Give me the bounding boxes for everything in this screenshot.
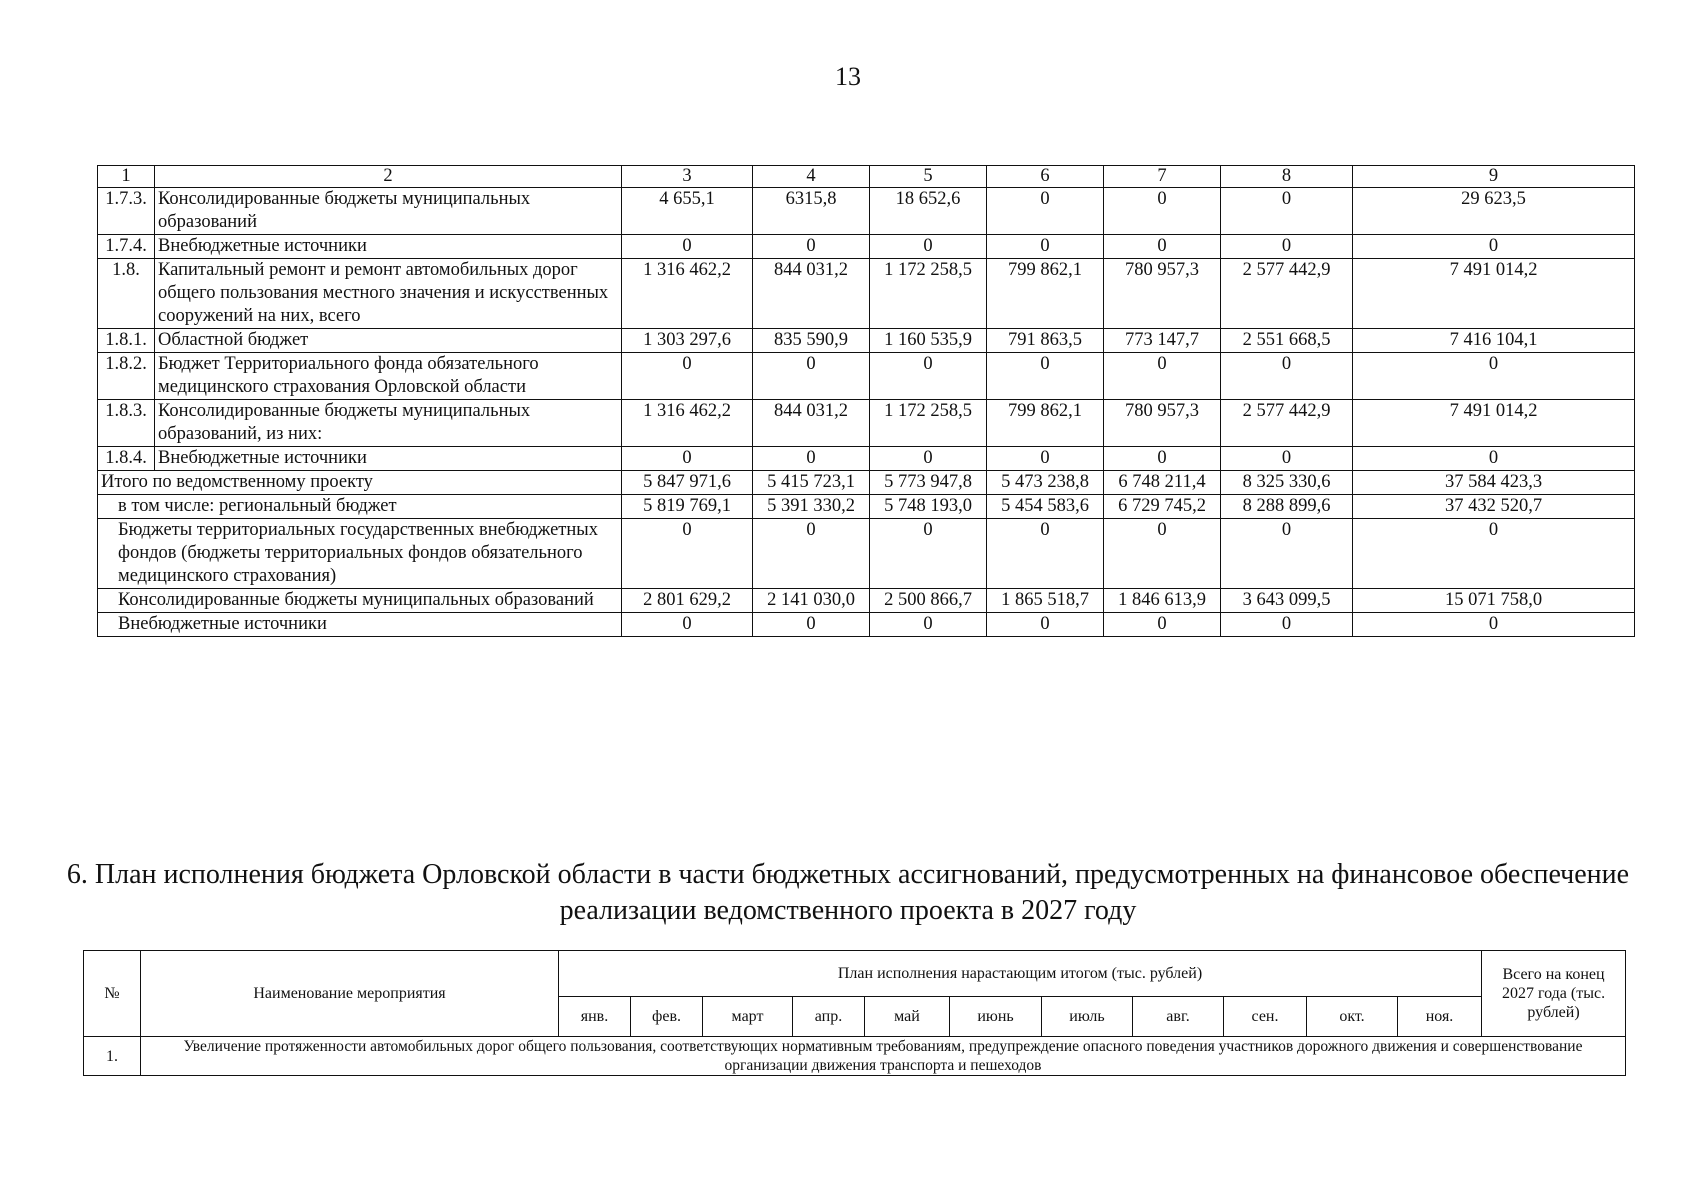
plan-row-num: 1. [84,1037,141,1076]
total-value: 5 847 971,6 [622,471,753,495]
total-name: Итого по ведомственному проекту [98,471,622,495]
row-value: 0 [753,353,870,400]
sub-row-value: 0 [622,519,753,589]
row-value: 1 172 258,5 [870,400,987,447]
row-code: 1.7.4. [98,235,155,259]
sub-row-value: 3 643 099,5 [1221,589,1353,613]
sub-row-value: 5 391 330,2 [753,495,870,519]
row-value: 7 491 014,2 [1353,259,1635,329]
section-title: 6. План исполнения бюджета Орловской области в части бюджетных ассигнований, предусмотренных на финансовое обеспечение реализации ведомственного проекта в 2027 году [66,859,1630,926]
plan-table [83,950,1626,1076]
table-row [98,353,1635,400]
month-header: март [703,997,793,1037]
row-value: 0 [753,235,870,259]
sub-row-value: 0 [1104,519,1221,589]
sub-row-value: 1 846 613,9 [1104,589,1221,613]
row-value: 1 172 258,5 [870,259,987,329]
row-value: 0 [870,353,987,400]
row-value: 791 863,5 [987,329,1104,353]
table-row [98,329,1635,353]
sub-row-value: 0 [753,519,870,589]
month-header: окт. [1307,997,1398,1037]
row-value: 0 [1221,235,1353,259]
row-value: 844 031,2 [753,400,870,447]
col-plan-header: План исполнения нарастающим итогом (тыс. рублей) [559,951,1482,997]
sub-row-value: 0 [987,519,1104,589]
row-value: 7 491 014,2 [1353,400,1635,447]
row-value: 2 577 442,9 [1221,259,1353,329]
sub-row [98,519,1635,589]
sub-row-value: 15 071 758,0 [1353,589,1635,613]
row-value: 0 [622,447,753,471]
row-value: 835 590,9 [753,329,870,353]
row-value: 7 416 104,1 [1353,329,1635,353]
row-value: 844 031,2 [753,259,870,329]
sub-row-name: в том числе: региональный бюджет [98,495,622,519]
row-code: 1.7.3. [98,188,155,235]
col-total-header: Всего на конец 2027 года (тыс. рублей) [1482,951,1626,1037]
row-code: 1.8.4. [98,447,155,471]
plan-row-text: Увеличение протяженности автомобильных дорог общего пользования, соответствующих нормативным требованиям, предупреждение опасного поведения участников дорожного движения и совершенствование организации движения транспорта и пешеходов [141,1037,1626,1076]
row-value: 0 [1221,353,1353,400]
row-value: 1 316 462,2 [622,259,753,329]
sub-row [98,495,1635,519]
table-row [98,447,1635,471]
row-value: 780 957,3 [1104,400,1221,447]
row-value: 773 147,7 [1104,329,1221,353]
sub-row-value: 8 288 899,6 [1221,495,1353,519]
row-value: 0 [1104,447,1221,471]
sub-row-value: 5 748 193,0 [870,495,987,519]
total-row [98,471,1635,495]
sub-row-value: 37 432 520,7 [1353,495,1635,519]
sub-row-value: 6 729 745,2 [1104,495,1221,519]
sub-row-value: 0 [870,613,987,637]
column-number: 2 [155,166,622,188]
table-row [98,259,1635,329]
total-value: 5 773 947,8 [870,471,987,495]
plan-row [84,1037,1626,1076]
table-row [98,235,1635,259]
month-header: янв. [559,997,631,1037]
row-name: Областной бюджет [155,329,622,353]
row-value: 0 [1353,353,1635,400]
month-header: апр. [793,997,865,1037]
page-number: 13 [835,62,861,91]
month-header: авг. [1133,997,1224,1037]
column-number: 3 [622,166,753,188]
row-code: 1.8.2. [98,353,155,400]
row-value: 0 [1221,188,1353,235]
row-value: 1 303 297,6 [622,329,753,353]
row-value: 799 862,1 [987,400,1104,447]
row-code: 1.8.3. [98,400,155,447]
column-number: 6 [987,166,1104,188]
col-name-header: Наименование мероприятия [141,951,559,1037]
column-number: 4 [753,166,870,188]
row-value: 0 [987,235,1104,259]
sub-row-value: 0 [753,613,870,637]
row-value: 0 [870,447,987,471]
row-value: 1 316 462,2 [622,400,753,447]
row-value: 780 957,3 [1104,259,1221,329]
row-value: 29 623,5 [1353,188,1635,235]
sub-row-value: 2 141 030,0 [753,589,870,613]
row-value: 0 [622,353,753,400]
row-name: Консолидированные бюджеты муниципальных образований [155,188,622,235]
row-name: Капитальный ремонт и ремонт автомобильных дорог общего пользования местного значения и искусственных сооружений на них, всего [155,259,622,329]
sub-row-value: 0 [1353,613,1635,637]
sub-row-value: 5 454 583,6 [987,495,1104,519]
sub-row-value: 0 [1221,519,1353,589]
row-value: 0 [987,188,1104,235]
row-value: 18 652,6 [870,188,987,235]
row-name: Внебюджетные источники [155,447,622,471]
sub-row-value: 0 [1104,613,1221,637]
sub-row-value: 0 [987,613,1104,637]
month-header: май [865,997,950,1037]
month-header: ноя. [1398,997,1482,1037]
header-row [98,166,1635,188]
row-value: 0 [987,353,1104,400]
month-header: сен. [1224,997,1307,1037]
sub-row-value: 0 [1221,613,1353,637]
sub-row-value: 0 [870,519,987,589]
sub-row-value: 1 865 518,7 [987,589,1104,613]
row-value: 1 160 535,9 [870,329,987,353]
row-value: 4 655,1 [622,188,753,235]
row-value: 2 577 442,9 [1221,400,1353,447]
row-value: 0 [1353,447,1635,471]
row-value: 2 551 668,5 [1221,329,1353,353]
row-value: 0 [870,235,987,259]
row-value: 0 [1104,188,1221,235]
row-value: 0 [622,235,753,259]
total-value: 5 473 238,8 [987,471,1104,495]
column-number: 9 [1353,166,1635,188]
sub-row-name: Внебюджетные источники [98,613,622,637]
column-number: 5 [870,166,987,188]
total-value: 8 325 330,6 [1221,471,1353,495]
row-value: 799 862,1 [987,259,1104,329]
table-row [98,188,1635,235]
row-value: 0 [753,447,870,471]
sub-row-value: 0 [1353,519,1635,589]
column-number: 1 [98,166,155,188]
month-header: июнь [950,997,1042,1037]
column-number: 7 [1104,166,1221,188]
row-value: 6315,8 [753,188,870,235]
table-row [98,400,1635,447]
row-value: 0 [1104,353,1221,400]
total-value: 5 415 723,1 [753,471,870,495]
row-name: Внебюджетные источники [155,235,622,259]
sub-row-value: 2 801 629,2 [622,589,753,613]
sub-row [98,613,1635,637]
row-code: 1.8. [98,259,155,329]
sub-row-value: 5 819 769,1 [622,495,753,519]
month-header: фев. [631,997,703,1037]
sub-row [98,589,1635,613]
budget-table [97,165,1635,637]
col-num-header: № [84,951,141,1037]
total-value: 37 584 423,3 [1353,471,1635,495]
sub-row-value: 2 500 866,7 [870,589,987,613]
row-value: 0 [987,447,1104,471]
row-name: Бюджет Территориального фонда обязательного медицинского страхования Орловской области [155,353,622,400]
row-name: Консолидированные бюджеты муниципальных образований, из них: [155,400,622,447]
month-header: июль [1042,997,1133,1037]
column-number: 8 [1221,166,1353,188]
sub-row-value: 0 [622,613,753,637]
row-value: 0 [1353,235,1635,259]
row-value: 0 [1221,447,1353,471]
sub-row-name: Бюджеты территориальных государственных внебюджетных фондов (бюджеты территориальных фондов обязательного медицинского страхования) [98,519,622,589]
row-code: 1.8.1. [98,329,155,353]
total-value: 6 748 211,4 [1104,471,1221,495]
sub-row-name: Консолидированные бюджеты муниципальных образований [98,589,622,613]
row-value: 0 [1104,235,1221,259]
